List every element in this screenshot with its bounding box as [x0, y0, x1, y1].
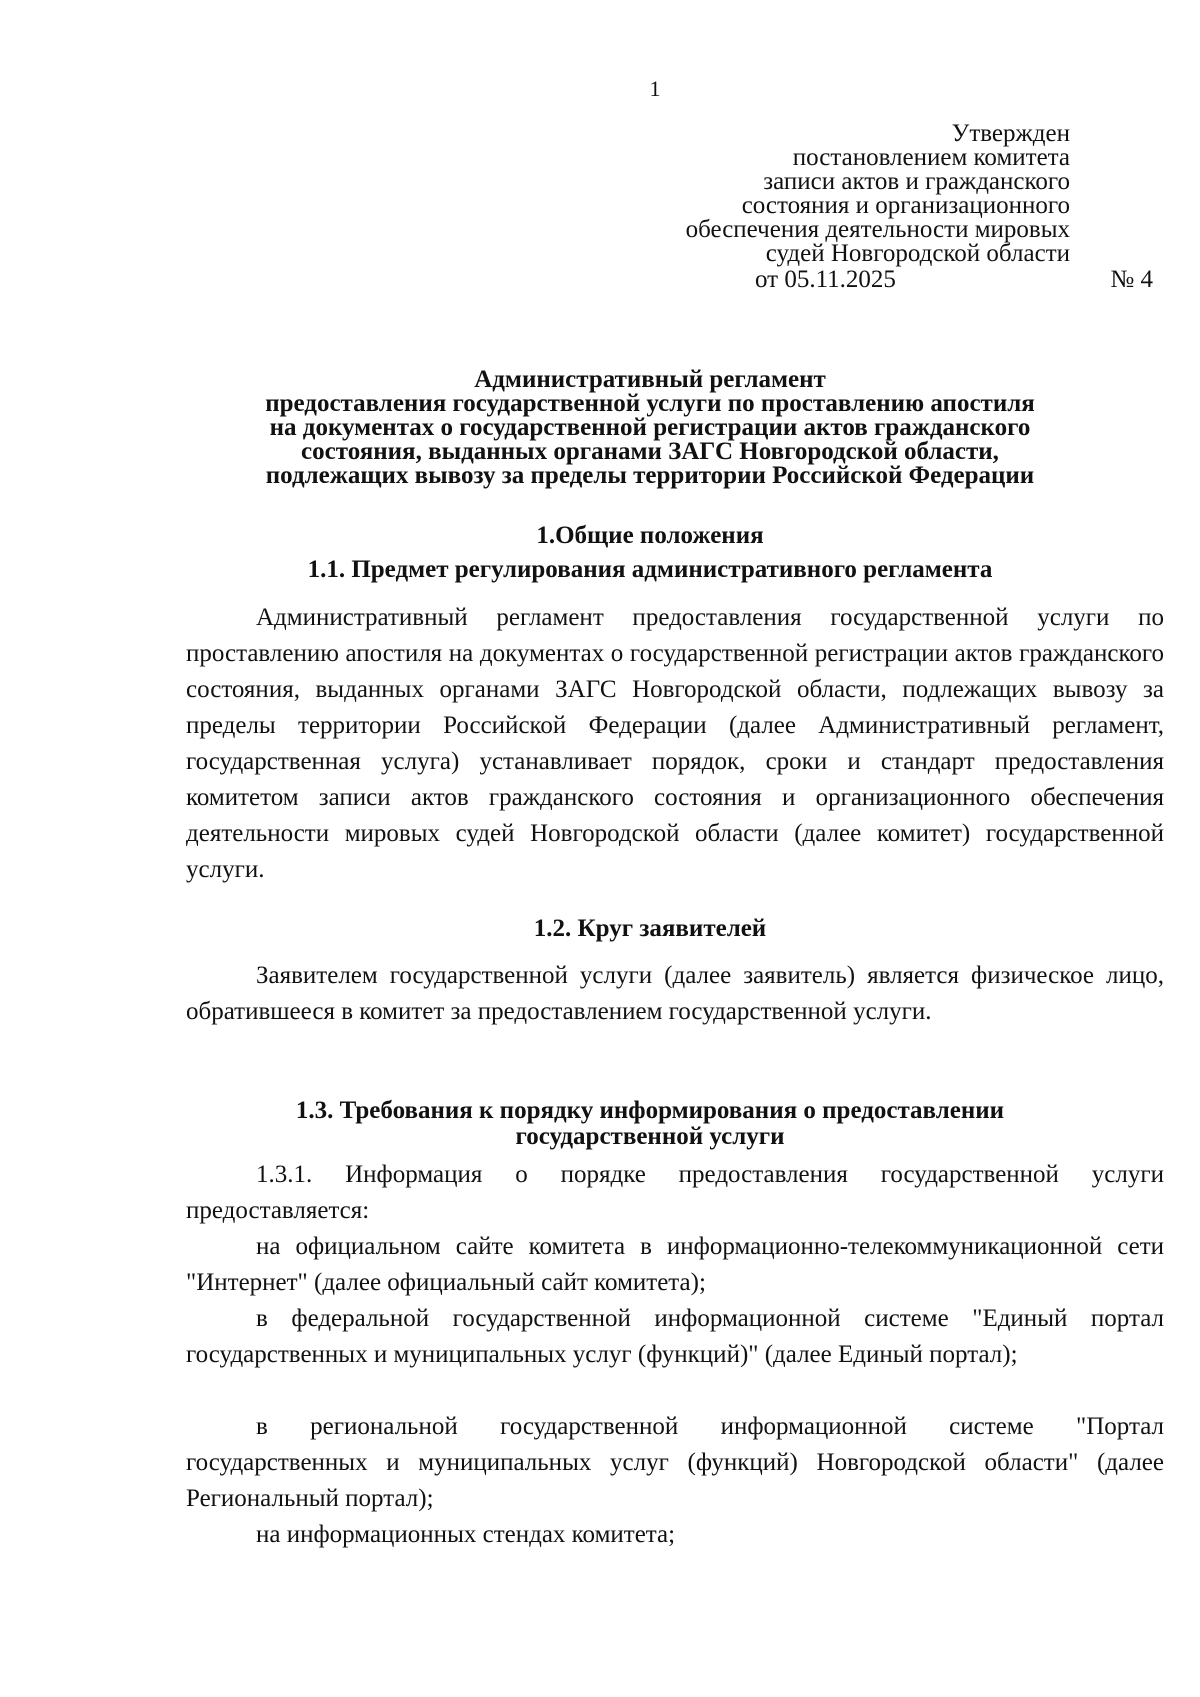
list-item-text: в федеральной государственной информационной системе "Единый портал государственных и муниципальных услуг (функций)" (далее Единый портал); — [186, 1305, 1164, 1368]
paragraph-text: Заявителем государственной услуги (далее заявитель) является физическое лицо, обратившееся в комитет за предоставлением государственной услуги. — [186, 962, 1164, 1025]
approval-date-row — [755, 266, 1153, 294]
title-line: на документах о государственной регистрации актов гражданского — [269, 414, 1031, 441]
approval-line: постановлением комитета — [792, 144, 1070, 171]
list-item — [186, 1301, 1164, 1373]
paragraph-text: Административный регламент предоставления государственной услуги по проставлению апостиля на документах о государственной регистрации актов гражданского состояния, выданных органами ЗАГС Новгородской области, подлежащих вывозу за пределы территории Российской Федерации (далее Административный регламент, государственная услуга) устанавливает порядок, сроки и стандарт предоставления комитетом записи актов гражданского состояния и организационного обеспечения деятельности мировых судей Новгородской области (далее комитет) государственной услуги. — [186, 604, 1164, 883]
list-item — [186, 1229, 1164, 1301]
document-title — [180, 368, 1120, 488]
title-line: предоставления государственной услуги по проставлению апостиля — [265, 390, 1035, 417]
paragraph-info-intro — [186, 1157, 1164, 1229]
approval-line: судей Новгородской области — [765, 240, 1070, 267]
subsection-heading-line: 1.3. Требования к порядку информирования о предоставлении — [295, 1097, 1005, 1124]
page-number: 1 — [649, 76, 661, 101]
approval-block — [686, 122, 1070, 266]
approval-line: записи актов и гражданского — [763, 168, 1070, 195]
subsection-heading: 1.2. Круг заявителей — [533, 915, 767, 942]
title-line: Административный регламент — [474, 366, 826, 393]
approval-line: Утвержден — [951, 120, 1070, 147]
section-heading: 1.Общие положения — [536, 522, 764, 549]
title-line: состояния, выданных органами ЗАГС Новгородской области, — [301, 438, 999, 465]
approval-line: обеспечения деятельности мировых — [685, 216, 1070, 243]
approval-number: № 4 — [1110, 266, 1153, 293]
subsection-heading — [180, 1098, 1120, 1150]
paragraph-applicants — [186, 958, 1164, 1030]
list-item-text: на информационных стендах комитета; — [256, 1521, 676, 1548]
list-item-text: на официальном сайте комитета в информационно-телекоммуникационной сети "Интернет" (далее официальный сайт комитета); — [186, 1233, 1164, 1296]
paragraph-subject — [186, 600, 1164, 888]
list-item — [186, 1409, 1164, 1517]
approval-date: от 05.11.2025 — [755, 266, 896, 293]
approval-line: состояния и организационного — [741, 192, 1070, 219]
subsection-heading: 1.1. Предмет регулирования административного регламента — [307, 556, 993, 583]
list-item-text: в региональной государственной информационной системе "Портал государственных и муниципальных услуг (функций) Новгородской области" (далее Региональный портал); — [186, 1413, 1164, 1512]
list-item — [186, 1517, 1164, 1553]
title-line: подлежащих вывозу за пределы территории Российской Федерации — [265, 462, 1035, 489]
subsection-heading-line: государственной услуги — [515, 1123, 785, 1150]
paragraph-text: 1.3.1. Информация о порядке предоставления государственной услуги предоставляется: — [186, 1161, 1164, 1224]
